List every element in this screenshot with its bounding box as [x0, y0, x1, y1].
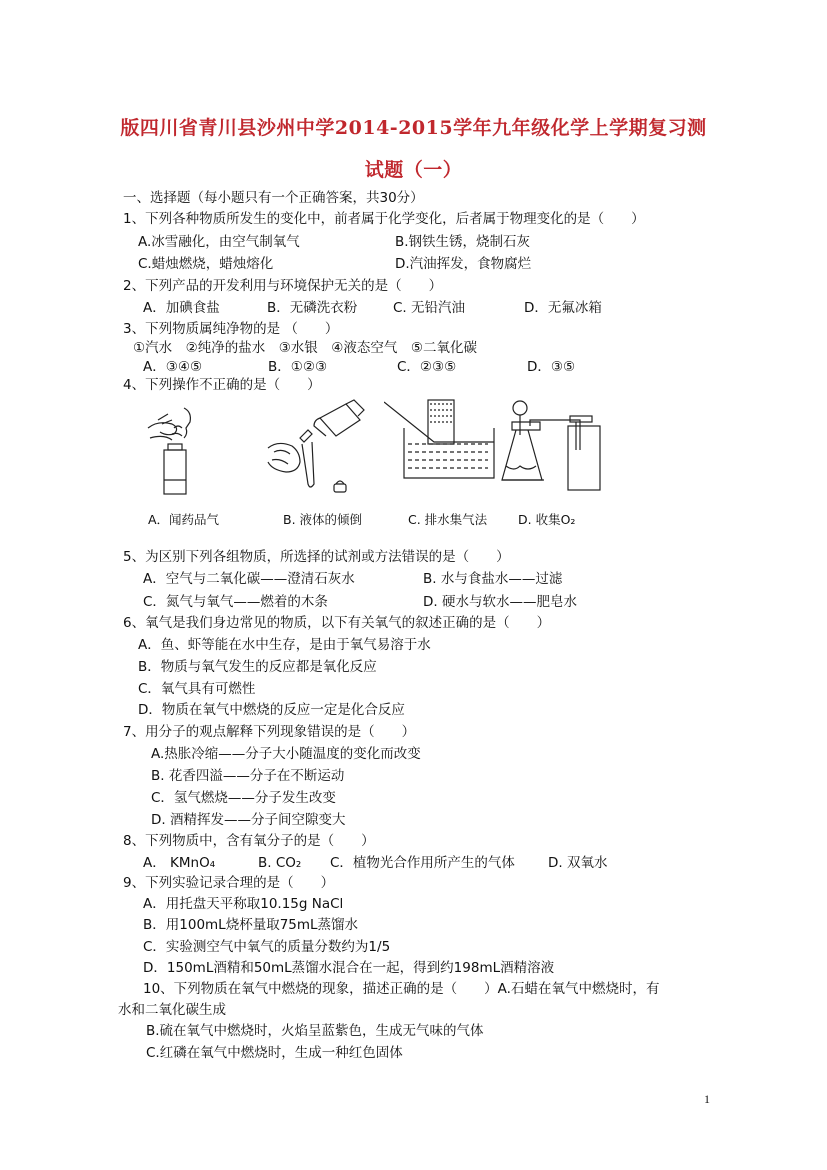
- q7-option-a: A.热胀冷缩——分子大小随温度的变化而改变: [151, 746, 421, 762]
- q6-option-b: B．物质与氧气发生的反应都是氧化反应: [138, 659, 377, 675]
- q9-option-b: B．用100mL烧杯量取75mL蒸馏水: [143, 917, 359, 933]
- q4-option-d: D. 收集O₂: [518, 512, 576, 527]
- q9-option-d: D．150mL酒精和50mL蒸馏水混合在一起，得到约198mL酒精溶液: [143, 960, 555, 976]
- page-number: 1: [704, 1092, 710, 1106]
- q10-stem-continued: 水和二氧化碳生成: [118, 1002, 226, 1018]
- q10-option-b: B.硫在氧气中燃烧时，火焰呈蓝紫色，生成无气味的气体: [146, 1023, 484, 1039]
- q7-stem: 7、用分子的观点解释下列现象错误的是（ ）: [123, 724, 416, 740]
- q6-stem: 6、氧气是我们身边常见的物质，以下有关氧气的叙述正确的是（ ）: [123, 615, 551, 631]
- q4-stem: 4、下列操作不正确的是（ ）: [123, 377, 321, 393]
- q2-option-d: D．无氟冰箱: [524, 300, 602, 316]
- q5-stem: 5、为区别下列各组物质，所选择的试剂或方法错误的是（ ）: [123, 549, 510, 565]
- q4-option-b: B. 液体的倾倒: [283, 512, 363, 527]
- q7-option-c: C．氢气燃烧——分子发生改变: [151, 790, 336, 806]
- q7-option-b: B. 花香四溢——分子在不断运动: [151, 768, 345, 784]
- q10-option-c: C.红磷在氧气中燃烧时，生成一种红色固体: [146, 1045, 403, 1061]
- section-heading: 一、选择题（每小题只有一个正确答案，共30分）: [123, 190, 424, 206]
- q1-option-b: B.钢铁生锈，烧制石灰: [395, 234, 531, 250]
- q8-option-b: B. CO₂: [258, 855, 302, 871]
- q8-option-a: A． KMnO₄: [143, 855, 216, 871]
- q1-option-d: D.汽油挥发，食物腐烂: [395, 256, 532, 272]
- q4-figures: [140, 398, 620, 498]
- q4-option-c: C. 排水集气法: [408, 512, 488, 527]
- q1-option-a: A.冰雪融化，由空气制氧气: [138, 234, 300, 250]
- q5-option-c: C．氮气与氧气——燃着的木条: [143, 594, 328, 610]
- q10-stem: 10、下列物质在氧气中燃烧的现象，描述正确的是（ ）A.石蜡在氧气中燃烧时，有: [143, 981, 660, 997]
- doc-title-line-2: 试题（一）: [364, 159, 463, 181]
- q3-option-b: B．①②③: [268, 359, 328, 375]
- q2-option-a: A．加碘食盐: [143, 300, 220, 316]
- water-collection-figure: [384, 398, 504, 498]
- q3-items: ①汽水 ②纯净的盐水 ③水银 ④液态空气 ⑤二氧化碳: [133, 340, 478, 356]
- oxygen-collection-figure: [498, 398, 628, 498]
- q2-stem: 2、下列产品的开发利用与环境保护无关的是（ ）: [123, 278, 443, 294]
- smelling-figure: [140, 398, 250, 498]
- q6-option-c: C．氧气具有可燃性: [138, 681, 256, 697]
- doc-title-line-1: 版四川省青川县沙州中学2014-2015学年九年级化学上学期复习测: [120, 117, 707, 139]
- q8-option-c: C．植物光合作用所产生的气体: [330, 855, 515, 871]
- q1-stem: 1、下列各种物质所发生的变化中，前者属于化学变化，后者属于物理变化的是（ ）: [123, 211, 645, 227]
- q8-stem: 8、下列物质中，含有氧分子的是（ ）: [123, 833, 375, 849]
- pouring-figure: [260, 398, 370, 498]
- q5-option-b: B. 水与食盐水——过滤: [423, 571, 563, 587]
- q5-option-a: A．空气与二氧化碳——澄清石灰水: [143, 571, 355, 587]
- q4-option-a: A．闻药品气: [148, 512, 220, 527]
- q2-option-b: B．无磷洗衣粉: [267, 300, 358, 316]
- q3-option-c: C．②③⑤: [397, 359, 457, 375]
- q5-option-d: D. 硬水与软水——肥皂水: [423, 594, 577, 610]
- q9-stem: 9、下列实验记录合理的是（ ）: [123, 875, 335, 891]
- q8-option-d: D. 双氧水: [548, 855, 608, 871]
- q3-option-a: A．③④⑤: [143, 359, 203, 375]
- q6-option-d: D．物质在氧气中燃烧的反应一定是化合反应: [138, 702, 405, 718]
- q7-option-d: D. 酒精挥发——分子间空隙变大: [151, 812, 346, 828]
- q9-option-a: A．用托盘天平称取10.15g NaCl: [143, 896, 344, 912]
- q3-option-d: D．③⑤: [527, 359, 576, 375]
- q2-option-c: C. 无铅汽油: [393, 300, 466, 316]
- q9-option-c: C．实验测空气中氧气的质量分数约为1/5: [143, 939, 391, 955]
- q1-option-c: C.蜡烛燃烧，蜡烛熔化: [138, 256, 274, 272]
- q6-option-a: A．鱼、虾等能在水中生存，是由于氧气易溶于水: [138, 637, 431, 653]
- q3-stem: 3、下列物质属纯净物的是 （ ）: [123, 321, 339, 337]
